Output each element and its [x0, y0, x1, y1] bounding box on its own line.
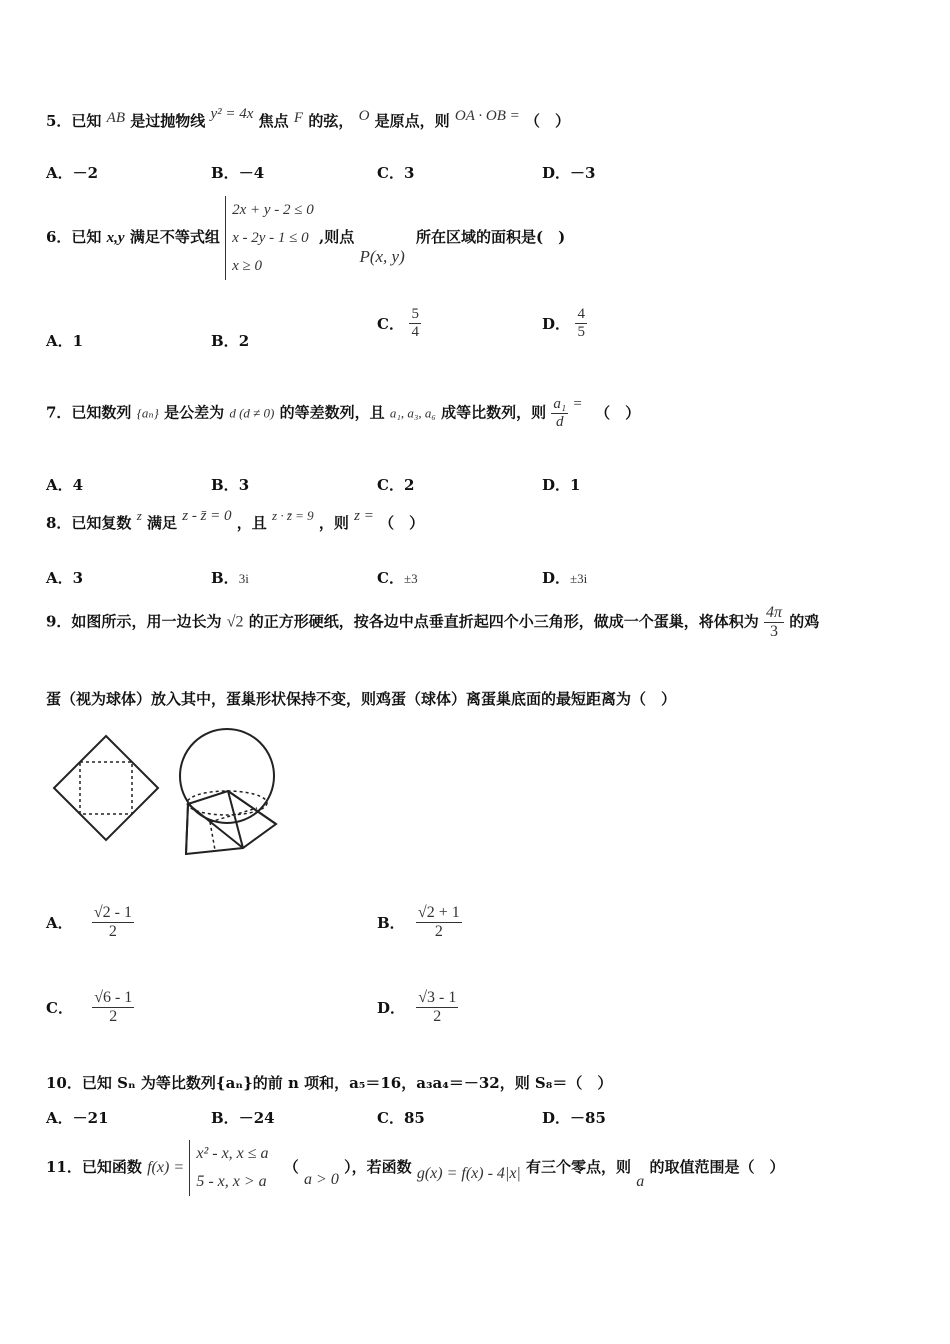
- q5-option-c: C．3: [377, 164, 415, 182]
- q8-option-c: C．±3: [377, 569, 418, 587]
- question-5: [46, 106, 570, 131]
- q5-math-f: F: [293, 110, 304, 126]
- q11-text-b: （: [283, 1158, 299, 1176]
- q6-option-c: C． $\frac{5}{4}$: [377, 306, 421, 341]
- q7-text-b: 是公差为: [164, 403, 225, 422]
- q5-text-e: 是原点，则: [374, 112, 450, 130]
- q5-math-o: O: [358, 108, 370, 124]
- q7-option-b: B．3: [211, 476, 250, 494]
- q6-math-p: P(x, y): [359, 247, 405, 266]
- question-6: [46, 196, 565, 280]
- q6-text-a: 6．已知: [46, 228, 102, 246]
- q5-text-a: 5．已知: [46, 112, 102, 130]
- q6-text-b: 满足不等式组: [129, 228, 220, 246]
- q5-math-parabola: y² = 4x: [210, 106, 254, 122]
- q8-option-a: A．3: [46, 569, 84, 587]
- q7-text-c: 的等差数列，且: [279, 403, 385, 422]
- q9-option-d-fraction: $\frac{√3 - 1}{2}$: [418, 989, 457, 1025]
- question-10: 10．已知 Sₙ 为等比数列{aₙ}的前 n 项和，a₅＝16，a₃a₄＝－32，则 S₈＝（ ）: [46, 1074, 613, 1092]
- q9-option-c: C． $\frac{√6 - 1}{2}$: [46, 989, 133, 1025]
- q9-text-b: 的正方形硬纸，按各边中点垂直折起四个小三角形，做成一个蛋巢，将体积为: [248, 612, 759, 631]
- q6-option-b: B．2: [211, 332, 250, 350]
- q7-math-terms: a₁, a₃, a₆: [389, 405, 436, 421]
- q6-option-a: A．1: [46, 332, 84, 350]
- q8-option-b: B．3i: [211, 569, 249, 587]
- q5-math-dot: OA · OB =: [454, 108, 520, 124]
- question-11: [46, 1140, 785, 1196]
- q11-math-g: g(x) = f(x) - 4|x|: [416, 1165, 521, 1182]
- q6-inequality-system: [225, 196, 314, 280]
- q6-option-d: D． $\frac{4}{5}$: [542, 306, 587, 341]
- q11-math-f: f(x) =: [147, 1159, 185, 1176]
- q11-text-c: ），若函数: [344, 1158, 412, 1176]
- q11-piece-2: 5 - x, x > a: [196, 1173, 267, 1190]
- q8-text-c: ，且: [236, 514, 267, 532]
- q6-option-c-fraction: $\frac{5}{4}$: [409, 306, 421, 341]
- q5-text-c: 焦点: [258, 112, 289, 130]
- q9-option-c-fraction: $\frac{√6 - 1}{2}$: [94, 989, 133, 1025]
- q6-text-d: 所在区域的面积是( ): [416, 228, 566, 246]
- q7-option-d: D．1: [542, 476, 581, 494]
- q11-piecewise: [189, 1140, 268, 1196]
- q9-volume-fraction: $\frac{4\pi}{3}$: [765, 604, 782, 640]
- q7-fraction: $\frac{\text{a₁}}{d}$: [553, 396, 567, 430]
- q11-text-e: 的取值范围是（ ）: [649, 1158, 785, 1176]
- q8-option-d: D．±3i: [542, 569, 588, 587]
- q8-math-cond2: z · z̄ = 9: [272, 508, 314, 523]
- egg-in-nest-diagram: [180, 729, 276, 854]
- q8-text-d: ，则: [318, 514, 349, 532]
- unfolded-paper-diagram: [54, 736, 158, 840]
- q9-option-a: A． $\frac{√2 - 1}{2}$: [46, 904, 132, 940]
- q10-option-d: D．－85: [542, 1109, 606, 1127]
- q8-text-a: 8．已知复数: [46, 514, 132, 532]
- question-7: [46, 396, 640, 431]
- q10-option-c: C．85: [377, 1109, 425, 1127]
- q11-text-a: 11．已知函数: [46, 1158, 142, 1176]
- q8-math-z: z: [136, 508, 142, 523]
- q7-option-a: A．4: [46, 476, 84, 494]
- q7-math-an: {aₙ}: [136, 405, 159, 421]
- q7-text-d: 成等比数列，则: [441, 403, 547, 422]
- q11-math-a2: a: [636, 1173, 645, 1190]
- q9-option-b-fraction: $\frac{√2 + 1}{2}$: [417, 904, 460, 940]
- q6-ineq-1: 2x + y - 2 ≤ 0: [232, 202, 314, 218]
- q6-ineq-2: x - 2y - 1 ≤ 0: [232, 230, 309, 246]
- q10-option-a: A．－21: [46, 1109, 109, 1127]
- q6-text-xy: x,y: [106, 230, 125, 246]
- q9-option-b: B． $\frac{√2 + 1}{2}$: [377, 904, 460, 940]
- q5-option-d: D．－3: [542, 164, 596, 182]
- q9-math-sqrt2: √2: [226, 613, 244, 631]
- q8-math-cond1: z - z̄ = 0: [182, 508, 232, 524]
- question-9: [46, 604, 819, 641]
- q9-text-c: 的鸡: [789, 612, 820, 631]
- q5-math-ab: AB: [106, 110, 125, 126]
- q7-option-c: C．2: [377, 476, 415, 494]
- q11-math-a: a > 0: [304, 1171, 339, 1188]
- q9-option-d: D． $\frac{√3 - 1}{2}$: [377, 989, 457, 1025]
- q7-math-d: d (d ≠ 0): [229, 405, 275, 421]
- q6-text-c: ,则点: [318, 228, 355, 246]
- q5-paren: （ ）: [524, 112, 570, 130]
- q8-paren: （ ）: [379, 514, 425, 532]
- q9-line-2: 蛋（视为球体）放入其中，蛋巢形状保持不变，则鸡蛋（球体）离蛋巢底面的最短距离为（ ）: [46, 690, 677, 708]
- q10-option-b: B．－24: [211, 1109, 275, 1127]
- q6-ineq-3: x ≥ 0: [232, 258, 262, 274]
- q5-option-a: A．－2: [46, 164, 99, 182]
- q9-text-a: 9．如图所示，用一边长为: [46, 612, 222, 631]
- egg-nest-figure: [50, 718, 290, 868]
- q11-piece-1: x² - x, x ≤ a: [196, 1145, 269, 1162]
- q8-math-zeq: z =: [354, 508, 374, 524]
- q7-paren: （ ）: [595, 403, 641, 422]
- question-8: [46, 508, 425, 533]
- q5-text-b: 是过抛物线: [130, 112, 206, 130]
- q7-eq: =: [573, 395, 582, 412]
- q5-option-b: B．－4: [211, 164, 265, 182]
- q8-text-b: 满足: [146, 514, 177, 532]
- q5-text-d: 的弦，: [308, 112, 354, 130]
- q11-text-d: 有三个零点，则: [526, 1158, 632, 1176]
- q9-option-a-fraction: $\frac{√2 - 1}{2}$: [93, 904, 132, 940]
- q7-text-a: 7．已知数列: [46, 403, 132, 422]
- q6-option-d-fraction: $\frac{4}{5}$: [575, 306, 587, 341]
